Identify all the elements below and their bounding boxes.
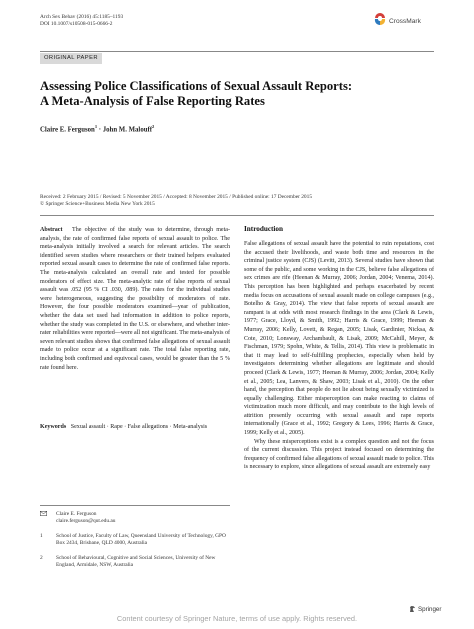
footnote-rule — [40, 505, 230, 506]
abstract-section — [40, 226, 230, 372]
introduction-body — [244, 240, 434, 472]
abstract-text: The objective of the study was to determine, through meta-analysis, the rate of confirmed false reports of sexual assault to police. The meta-analysis initially involved a search for relevant articles. The search identified seven studies where researchers or their trained helpers evaluated reported sexual assault cases to determine the rate of confirmed false reports. The meta-analysis calculated an overall rate and tested for possible moderators of effect size. The meta-analytic rate of false reports of sexual assault was .052 (95 % CI .030, .089). The rates for the individual studies were heterogeneous, suggesting the possibility of moderators of rate. However, the four possible moderators examined—year of publication, whether the data set used had information in addition to police reports, whether the study was completed in the U.S. or elsewhere, and whether inter-rater reliabilities were reported—were all not significant. The meta-analysis of seven relevant studies shows that confirmed false allegations of sexual assault made to police occur at a significant rate. The total false reporting rate, including both confirmed and equivocal cases, would be greater than the 5 % rate found here. — [40, 227, 230, 371]
dates-rule — [40, 215, 434, 216]
publisher-name: Springer — [418, 605, 442, 613]
journal-citation: Arch Sex Behav (2016) 45:1185–1193 — [40, 14, 124, 20]
copyright-line: © Springer Science+Business Media New York 2015 — [40, 201, 155, 207]
keywords-label: Keywords — [40, 424, 67, 430]
publication-dates — [40, 194, 434, 208]
journal-header — [40, 14, 123, 28]
author-separator: · — [97, 126, 103, 134]
author-1: Claire E. Ferguson — [40, 126, 95, 134]
affiliation-2 — [40, 555, 230, 569]
corresponding-email[interactable]: claire.ferguson@qut.edu.au — [56, 518, 116, 524]
corresponding-author — [40, 511, 230, 525]
affiliation-1 — [40, 533, 230, 547]
journal-doi: DOI 10.1007/s10508-015-0666-2 — [40, 21, 113, 27]
content-credit: Content courtesy of Springer Nature, terms of use apply. Rights reserved. — [116, 614, 358, 623]
title-line-1: Assessing Police Classifications of Sexual Assault Reports: — [40, 79, 353, 93]
crossmark-icon — [374, 12, 386, 31]
affiliation-1-number: 1 — [40, 533, 43, 539]
affiliation-2-number: 2 — [40, 555, 43, 561]
crossmark-label: CrossMark — [389, 18, 421, 25]
introduction-paragraph-2: Why these misperceptions exist is a complex question and not the focus of the current discussion. This project instead focused on determining the frequency of confirmed false allegations of sexual assault made to police. This is necessary to explore, since allegations of sexual assault are extremely easy — [244, 438, 434, 471]
crossmark-badge[interactable] — [374, 12, 421, 31]
title-line-2: A Meta-Analysis of False Reporting Rates — [40, 94, 265, 108]
header-rule — [40, 51, 434, 52]
keywords-text: Sexual assault · Rape · False allegations · Meta-analysis — [70, 424, 208, 430]
abstract-label: Abstract — [40, 227, 63, 233]
article-title — [40, 79, 434, 109]
corresponding-name: Claire E. Ferguson — [56, 511, 97, 517]
author-1-affiliation: 1 — [94, 124, 98, 129]
affiliation-2-text: School of Behavioural, Cognitive and Social Sciences, University of New England, Armidale, NSW, Australia — [56, 555, 216, 568]
author-list — [40, 124, 154, 133]
affiliation-1-text: School of Justice, Faculty of Law, Queensland University of Technology, GPO Box 2434, Brisbane, QLD 4000, Australia — [56, 533, 226, 546]
article-type-badge — [40, 53, 102, 64]
author-2-affiliation: 2 — [152, 124, 155, 129]
author-2: John M. Malouff — [102, 126, 153, 134]
keywords-section — [40, 423, 230, 432]
article-type-label: ORIGINAL PAPER — [44, 55, 98, 61]
introduction-paragraph-1: False allegations of sexual assault have the potential to ruin reputations, cost the accused their livelihoods, and waste both time and resources in the criminal justice system (CJS) (Levitt, 2013). Several studies have shown that some of the public, and some working in the CJS, believe false allegations of sex crimes are rife (Heenan & Murray, 2006; Jordan, 2004; Venema, 2014). This perception has been highlighted and perhaps exacerbated by recent media focus on accusations of sexual assault made on college campuses (e.g., Botelho & Gray, 2014). The view that false reports of sexual assault are rampant is at odds with most research findings in the area (Clark & Lewis, 1977; Grace, Lloyd, & Smith, 1992; Harris & Grace, 1999; Heenan & Murray, 2006; Kelly, Lovett, & Regan, 2005; Lisak, Gardinier, Nicksa, & Cote, 2010; Lonsway, Archambault, & Lisak, 2009; McCahill, Meyer, & Fischman, 1979; Spohn, White, & Tellis, 2014). This view is problematic in that it may lead to self-fulfilling prophecies, especially when held by investigators determining whether allegations are legitimate and should proceed (Clark & Lewis, 1977; Heenan & Murray, 2006; Jordan, 2004; Kelly et al., 2005; Lea, Lanvers, & Shaw, 2003; Lisak et al., 2010). On the other hand, the perception that people do not lie about being sexually victimized is equally challenging. Either misperception can make reacting to claims of victimization much more difficult, and may contribute to the high levels of attrition presently occurring with sexual assault and rape reports internationally (Grace et al., 1992; Gregory & Lees, 1996; Harris & Grace, 1999; Kelly et al., 2005). — [244, 241, 434, 437]
envelope-icon — [40, 511, 56, 519]
dates-history: Received: 2 February 2015 / Revised: 5 November 2015 / Accepted: 8 November 2015 / Published online: 17 December 2015 — [40, 194, 313, 200]
introduction-heading: Introduction — [244, 225, 284, 233]
